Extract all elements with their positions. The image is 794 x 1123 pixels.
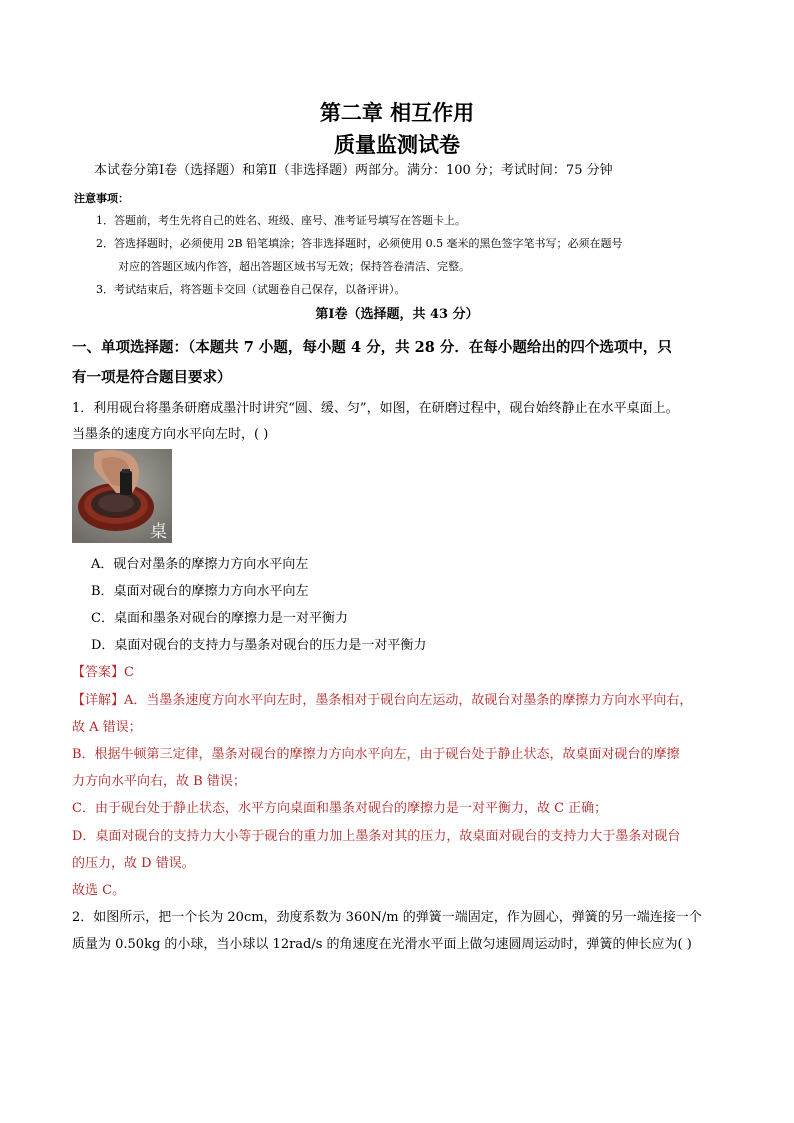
conclusion: 故选 C。 — [72, 883, 126, 898]
explanation-line-3: B．根据牛顿第三定律，墨条对砚台的摩擦力方向水平向左，由于砚台处于静止状态，故桌面对砚台的摩擦 — [72, 747, 680, 762]
question-1-stem: 1．利用砚台将墨条研磨成墨汁时讲究“圆、缓、匀”，如图，在研磨过程中，砚台始终静止在水平桌面上。 — [72, 401, 679, 416]
notice-item-3: 3．考试结束后，将答题卡交回（试题卷自己保存，以备评讲）。 — [96, 283, 406, 296]
part-heading: 第Ⅰ卷（选择题，共 43 分） — [315, 307, 479, 322]
inkstone-photo — [72, 449, 172, 543]
section-heading-cont: 有一项是符合题目要求） — [72, 369, 232, 386]
notice-item-2: 2．答选择题时，必须使用 2B 铅笔填涂；答非选择题时，必须使用 0.5 毫米的黑色签字笔书写；必须在题号 — [96, 237, 623, 250]
image-label: 桌 — [150, 522, 167, 542]
explanation-line-6: D．桌面对砚台的支持力大小等于砚台的重力加上墨条对其的压力，故桌面对砚台的支持力大于墨条对砚台 — [72, 829, 681, 844]
option-d: D．桌面对砚台的支持力与墨条对砚台的压力是一对平衡力 — [91, 638, 427, 653]
option-b: B．桌面对砚台的摩擦力方向水平向左 — [91, 584, 309, 599]
exam-info: 本试卷分第Ⅰ卷（选择题）和第Ⅱ（非选择题）两部分。满分：100 分；考试时间：75 分钟 — [94, 163, 613, 178]
explanation-line-4: 力方向水平向右，故 B 错误； — [72, 774, 246, 789]
notice-item-1: 1．答题前，考生先将自己的姓名、班级、座号、准考证号填写在答题卡上。 — [96, 214, 466, 227]
option-c: C．桌面和墨条对砚台的摩擦力是一对平衡力 — [91, 611, 348, 626]
notice-heading: 注意事项： — [74, 192, 129, 205]
explanation-line-2: 故 A 错误； — [72, 720, 142, 735]
explanation-line-7: 的压力，故 D 错误。 — [72, 856, 195, 871]
page-title: 第二章 相互作用 — [319, 101, 475, 125]
notice-item-2-cont: 对应的答题区域内作答，超出答题区域书写无效；保持答卷清洁、完整。 — [118, 260, 470, 273]
page-subtitle: 质量监测试卷 — [334, 133, 460, 157]
explanation-line-5: C．由于砚台处于静止状态，水平方向桌面和墨条对砚台的摩擦力是一对平衡力，故 C 正确； — [72, 801, 608, 816]
question-2-stem: 2．如图所示，把一个长为 20cm，劲度系数为 360N/m 的弹簧一端固定，作为圆心，弹簧的另一端连接一个 — [72, 910, 702, 925]
section-heading: 一、单项选择题：（本题共 7 小题，每小题 4 分，共 28 分．在每小题给出的四个选项中，只 — [72, 339, 672, 356]
question-1-stem-cont: 当墨条的速度方向水平向左时，( ) — [72, 427, 269, 442]
answer: 【答案】C — [72, 665, 134, 680]
explanation-line-1: 【详解】A．当墨条速度方向水平向左时，墨条相对于砚台向左运动，故砚台对墨条的摩擦力方向水平向右， — [72, 693, 693, 708]
question-2-stem-cont: 质量为 0.50kg 的小球，当小球以 12rad/s 的角速度在光滑水平面上做匀速圆周运动时，弹簧的伸长应为( ) — [72, 937, 692, 952]
option-a: A．砚台对墨条的摩擦力方向水平向左 — [91, 557, 309, 572]
